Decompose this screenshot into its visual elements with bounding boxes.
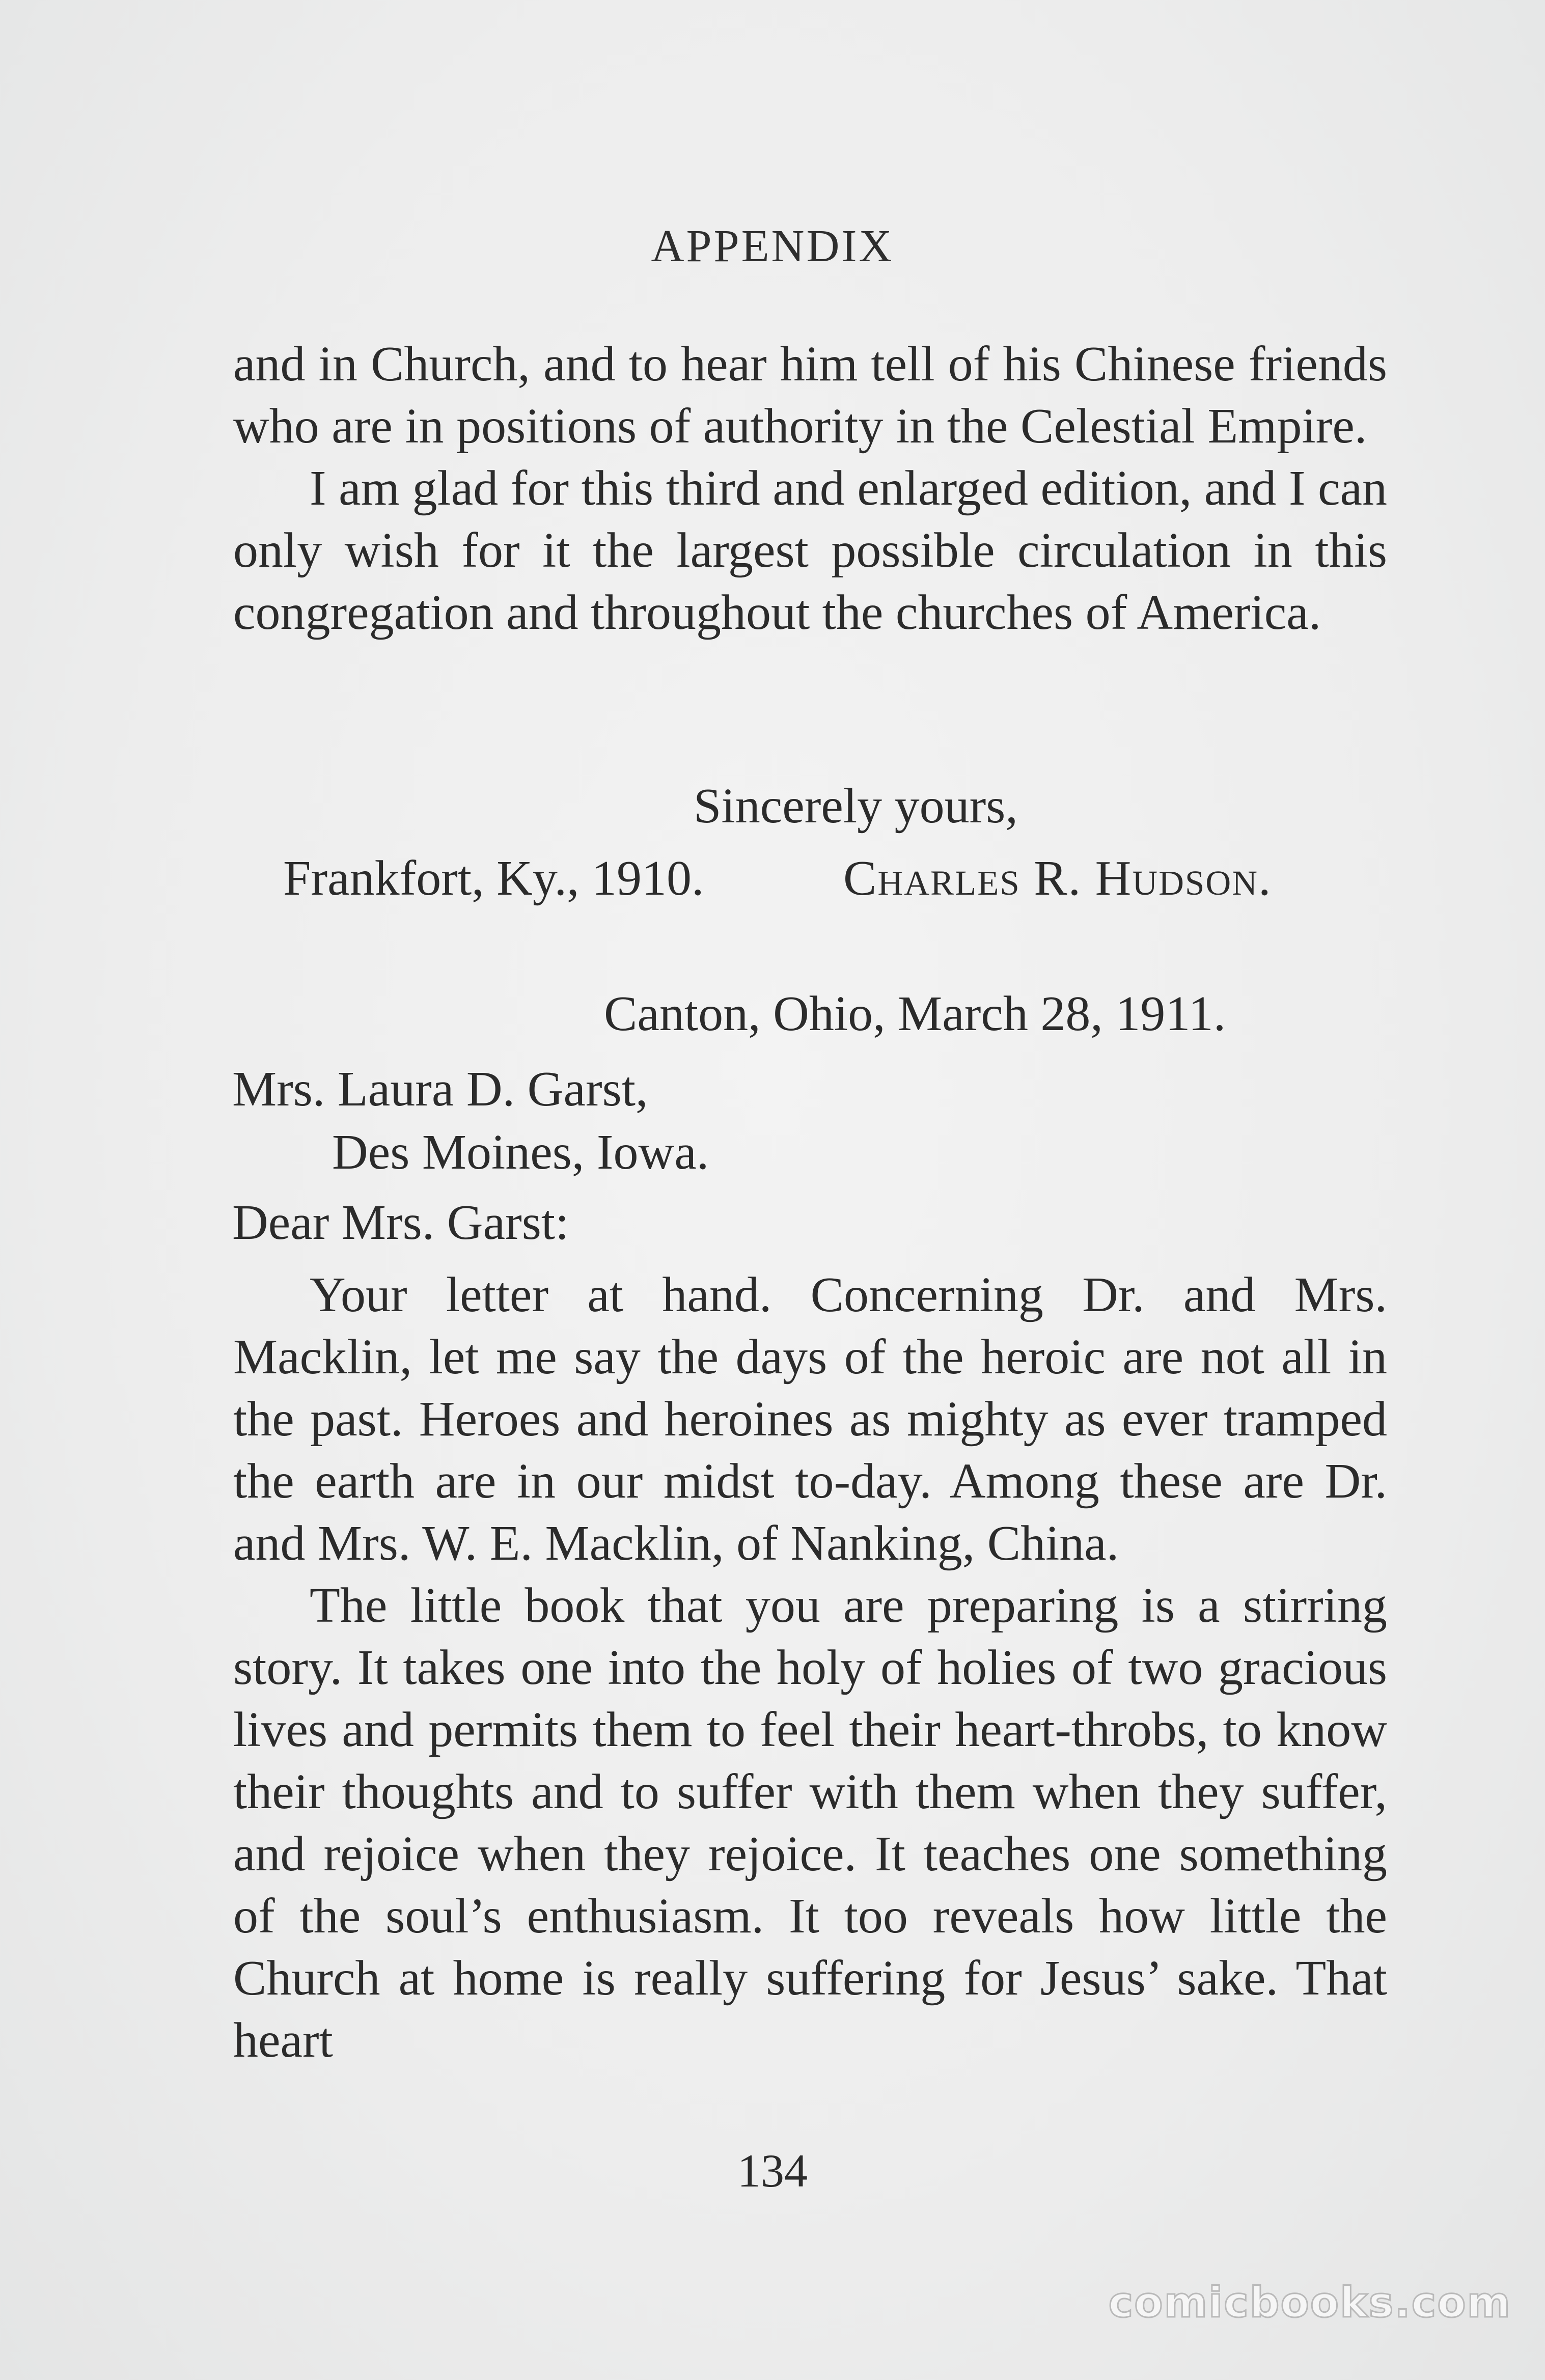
addressee-name: Mrs. Laura D. Garst, — [232, 1062, 648, 1117]
watermark-logo: comicbooks.com — [1108, 2279, 1511, 2327]
addressee-city: Des Moines, Iowa. — [332, 1125, 709, 1180]
signature: Charles R. Hudson. — [843, 851, 1272, 906]
letter-body — [233, 1264, 1387, 2071]
closing-line: Sincerely yours, — [694, 779, 1018, 834]
letter-paragraph-1: Your letter at hand. Concerning Dr. and Mrs. Macklin, let me say the days of the heroic are not all in the past. Heroes and heroines as mighty as ever tramped the earth are in our midst to-day. Among these are Dr. and Mrs. W. E. Macklin, of Nanking, China. — [233, 1267, 1387, 1571]
page-number: 134 — [737, 2145, 808, 2197]
letter-dateline: Canton, Ohio, March 28, 1911. — [604, 986, 1226, 1041]
running-head: APPENDIX — [651, 221, 894, 271]
paragraph-continuation: and in Church, and to hear him tell of his Chinese friends who are in positions of authority in the Celestial Empire. — [233, 337, 1387, 454]
place-date: Frankfort, Ky., 1910. — [283, 851, 704, 906]
letter-paragraph-2: The little book that you are preparing is a stirring story. It takes one into the holy of holies of two gracious lives and permits them to feel their heart-throbs, to know their thoughts and to suffer with them when they suffer, and rejoice when they rejoice. It teaches one something of the soul’s enthusiasm. It too reveals how little the Church at home is really suffering for Jesus’ sake. That heart — [233, 1578, 1387, 2068]
paragraph-edition: I am glad for this third and enlarged edition, and I can only wish for it the largest possible circulation in this congregation and throughout the churches of America. — [233, 461, 1387, 640]
continued-text — [233, 333, 1387, 644]
salutation: Dear Mrs. Garst: — [232, 1195, 569, 1250]
